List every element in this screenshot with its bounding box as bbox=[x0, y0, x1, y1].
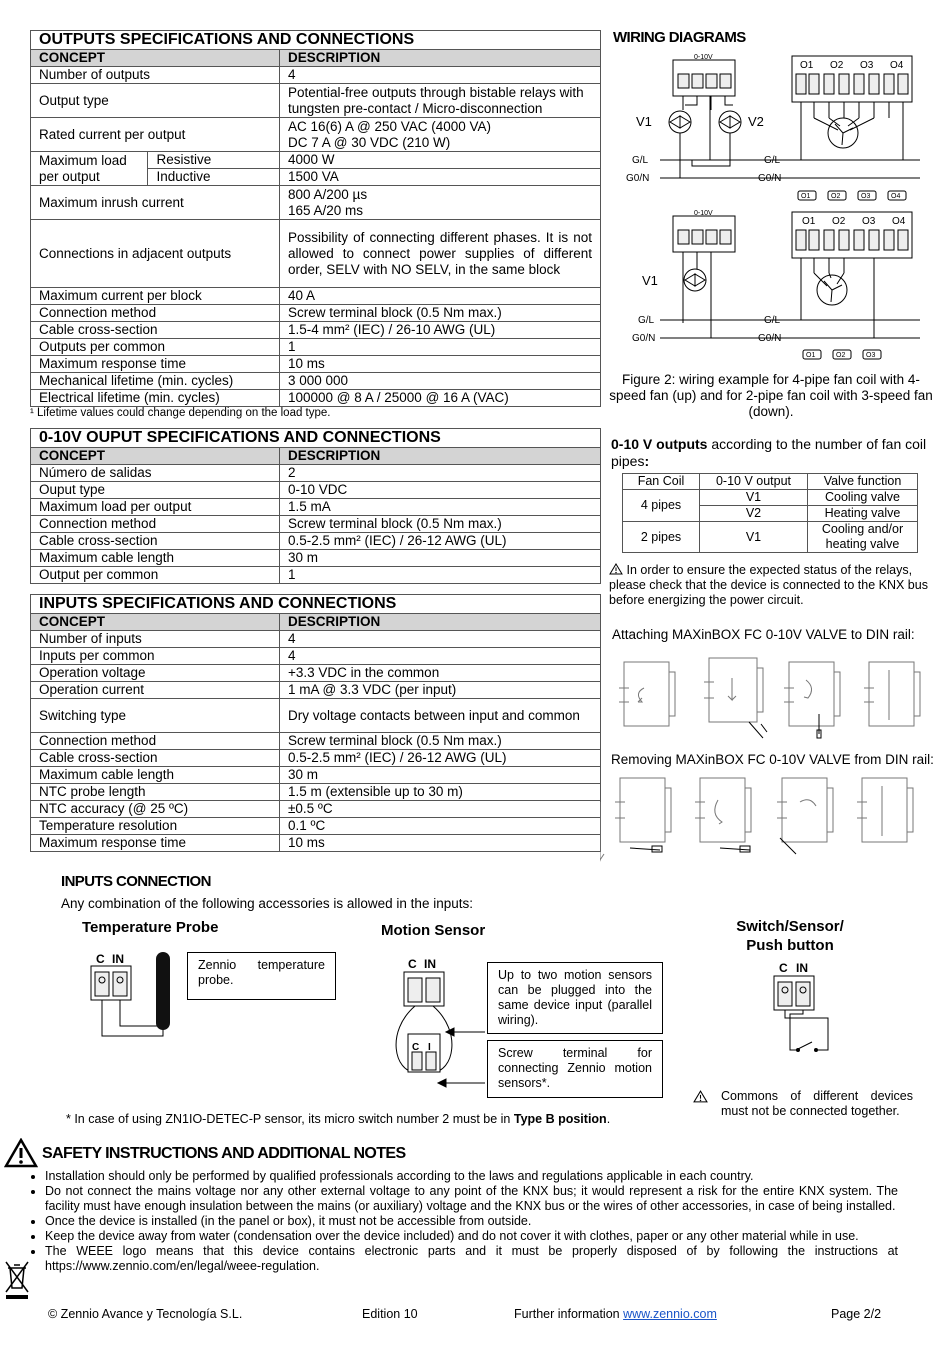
label-g0n: G0/N bbox=[626, 173, 650, 184]
svg-text:O1: O1 bbox=[802, 216, 816, 227]
remove-din-rail-illustration bbox=[600, 772, 938, 864]
safety-title: SAFETY INSTRUCTIONS AND ADDITIONAL NOTES bbox=[42, 1145, 406, 1162]
svg-text:C: C bbox=[408, 957, 417, 971]
svg-text:O3: O3 bbox=[861, 193, 871, 200]
spec-label: Inputs per common bbox=[31, 648, 280, 665]
col-description: DESCRIPTION bbox=[280, 614, 601, 631]
col-concept: CONCEPT bbox=[31, 448, 280, 465]
valve-cell: Cooling and/or heating valve bbox=[808, 522, 918, 553]
svg-text:O2: O2 bbox=[831, 193, 841, 200]
spec-label: Maximum load per output bbox=[31, 499, 280, 516]
label-v2: V2 bbox=[748, 114, 764, 129]
inputs-connection-intro: Any combination of the following accessories is allowed in the inputs: bbox=[61, 896, 473, 911]
remove-title: Removing MAXinBOX FC 0-10V VALVE from DIN rail: bbox=[611, 752, 934, 767]
label-gl: G/L bbox=[764, 155, 781, 166]
warning-icon bbox=[4, 1138, 38, 1168]
svg-text:O2: O2 bbox=[832, 216, 846, 227]
col-concept: CONCEPT bbox=[31, 50, 280, 67]
spec-value: 1.5 m (extensible up to 30 m) bbox=[280, 784, 601, 801]
spec-label: Number of inputs bbox=[31, 631, 280, 648]
safety-item: • The WEEE logo means that this device contains electronic parts and it must be properly disposed of by following the instructions at https://www.zennio.com/en/legal/weee-regulation. bbox=[45, 1244, 898, 1274]
spec-label: Maximum load per output bbox=[31, 152, 148, 186]
switch-title: Switch/Sensor/ Push button bbox=[736, 918, 844, 954]
commons-note: Commons of different devices must not be connected together. bbox=[693, 1089, 913, 1119]
spec-label: Maximum inrush current bbox=[31, 186, 280, 220]
spec-label: Operation current bbox=[31, 682, 280, 699]
spec-value: 100000 @ 8 A / 25000 @ 16 A (VAC) bbox=[280, 390, 601, 407]
spec-value: 3 000 000 bbox=[280, 373, 601, 390]
spec-sublabel: Inductive bbox=[148, 169, 280, 186]
svg-text:I: I bbox=[428, 1042, 431, 1053]
svg-text:O3: O3 bbox=[866, 352, 876, 359]
spec-label: Output per common bbox=[31, 567, 280, 584]
switch-diagram bbox=[770, 958, 840, 1058]
analog-title: 0-10V OUPUT SPECIFICATIONS AND CONNECTIONS bbox=[31, 429, 601, 448]
spec-label: NTC probe length bbox=[31, 784, 280, 801]
spec-label: Switching type bbox=[31, 699, 280, 733]
temperature-probe-diagram bbox=[88, 946, 188, 1046]
outputs-title: OUTPUTS SPECIFICATIONS AND CONNECTIONS bbox=[31, 31, 601, 50]
spec-value: 4000 W bbox=[280, 152, 601, 169]
label-v1: V1 bbox=[636, 114, 652, 129]
spec-label: Maximum cable length bbox=[31, 550, 280, 567]
spec-value: AC 16(6) A @ 250 VAC (4000 VA) DC 7 A @ 30 VDC (210 W) bbox=[280, 118, 601, 152]
footer-edition: Edition 10 bbox=[362, 1307, 418, 1321]
valve-cell: V1 bbox=[700, 522, 808, 553]
outputs-spec-table bbox=[30, 30, 601, 419]
spec-value: +3.3 VDC in the common bbox=[280, 665, 601, 682]
label-o3: O3 bbox=[860, 60, 874, 71]
spec-value: Potential-free outputs through bistable relays with tungsten pre-contact / Micro-disconnection bbox=[280, 84, 601, 118]
spec-value: 0.1 ºC bbox=[280, 818, 601, 835]
label-o1: O1 bbox=[800, 60, 814, 71]
warning-icon bbox=[609, 563, 623, 575]
spec-value: 1 bbox=[280, 567, 601, 584]
valve-header: 0-10 V output bbox=[700, 474, 808, 490]
spec-value: 800 A/200 µs 165 A/20 ms bbox=[280, 186, 601, 220]
spec-value: Screw terminal block (0.5 Nm max.) bbox=[280, 516, 601, 533]
valve-cell: 2 pipes bbox=[623, 522, 700, 553]
spec-value: 4 bbox=[280, 648, 601, 665]
label-o2: O2 bbox=[830, 60, 844, 71]
svg-text:IN: IN bbox=[424, 957, 436, 971]
spec-value: 0.5-2.5 mm² (IEC) / 26-12 AWG (UL) bbox=[280, 533, 601, 550]
spec-value: Dry voltage contacts between input and common bbox=[280, 699, 601, 733]
lifetime-footnote: ¹ Lifetime values could change depending on the load type. bbox=[30, 407, 331, 419]
svg-text:O1: O1 bbox=[801, 193, 811, 200]
motion-sensor-note-parallel: Up to two motion sensors can be plugged into the same device input (parallel wiring). bbox=[487, 962, 663, 1034]
safety-item: • Once the device is installed (in the panel or box), it must not be accessible from outside. bbox=[45, 1214, 898, 1229]
footer-page: Page 2/2 bbox=[831, 1307, 882, 1321]
spec-label: NTC accuracy (@ 25 ºC) bbox=[31, 801, 280, 818]
temperature-probe-title: Temperature Probe bbox=[82, 919, 219, 936]
attach-title: Attaching MAXinBOX FC 0-10V VALVE to DIN rail: bbox=[612, 627, 915, 642]
col-description: DESCRIPTION bbox=[280, 448, 601, 465]
safety-list bbox=[30, 1169, 898, 1274]
spec-label: Number of outputs bbox=[31, 67, 280, 84]
spec-value: 40 A bbox=[280, 288, 601, 305]
spec-label: Maximum cable length bbox=[31, 767, 280, 784]
label-gl: G/L bbox=[632, 155, 649, 166]
valve-header: Fan Coil bbox=[623, 474, 700, 490]
safety-item: • Keep the device away from water (condensation over the device included) and do not cover it with clothes, paper or any other material while in use. bbox=[45, 1229, 898, 1244]
spec-value: 1500 VA bbox=[280, 169, 601, 186]
inputs-title: INPUTS SPECIFICATIONS AND CONNECTIONS bbox=[31, 595, 601, 614]
valve-table bbox=[622, 473, 918, 553]
spec-label: Connection method bbox=[31, 733, 280, 750]
spec-value: ±0.5 ºC bbox=[280, 801, 601, 818]
svg-text:V1: V1 bbox=[642, 273, 658, 288]
spec-value: 10 ms bbox=[280, 835, 601, 852]
inputs-spec-table bbox=[30, 594, 601, 852]
spec-value: 2 bbox=[280, 465, 601, 482]
spec-sublabel: Resistive bbox=[148, 152, 280, 169]
spec-value: 4 bbox=[280, 631, 601, 648]
spec-label: Rated current per output bbox=[31, 118, 280, 152]
valve-cell: V2 bbox=[700, 506, 808, 522]
spec-label: Outputs per common bbox=[31, 339, 280, 356]
spec-label: Electrical lifetime (min. cycles) bbox=[31, 390, 280, 407]
col-description: DESCRIPTION bbox=[280, 50, 601, 67]
spec-value: Possibility of connecting different phases. It is not allowed to connect power supplies of different order, SELV with NO SELV, in the same block bbox=[280, 220, 601, 288]
motion-arrows bbox=[430, 1020, 490, 1090]
label-g0n: G0/N bbox=[758, 173, 782, 184]
spec-label: Cable cross-section bbox=[31, 322, 280, 339]
wiring-caption: Figure 2: wiring example for 4-pipe fan coil with 4-speed fan (up) and for 2-pipe fan coil with 3-speed fan (down). bbox=[609, 372, 933, 419]
svg-text:O3: O3 bbox=[862, 216, 876, 227]
svg-text:C: C bbox=[412, 1042, 420, 1053]
svg-text:C: C bbox=[96, 952, 105, 966]
valve-header: Valve function bbox=[808, 474, 918, 490]
spec-label: Número de salidas bbox=[31, 465, 280, 482]
footer-link[interactable]: www.zennio.com bbox=[623, 1307, 717, 1321]
svg-text:IN: IN bbox=[112, 952, 124, 966]
svg-text:O2: O2 bbox=[836, 352, 846, 359]
spec-label: Ouput type bbox=[31, 482, 280, 499]
attach-din-rail-illustration bbox=[614, 650, 939, 740]
temperature-probe-note: Zennio temperature probe. bbox=[187, 952, 336, 1000]
weee-bin-icon bbox=[4, 1260, 30, 1300]
svg-text:G0/N: G0/N bbox=[758, 333, 782, 344]
footer-copyright: © Zennio Avance y Tecnología S.L. bbox=[48, 1307, 243, 1321]
spec-label: Connection method bbox=[31, 305, 280, 322]
valve-cell: Cooling valve bbox=[808, 490, 918, 506]
wiring-title: WIRING DIAGRAMS bbox=[613, 29, 746, 46]
spec-value: 1 bbox=[280, 339, 601, 356]
svg-text:O1: O1 bbox=[806, 352, 816, 359]
spec-value: 1 mA @ 3.3 VDC (per input) bbox=[280, 682, 601, 699]
motion-sensor-note-terminal: Screw terminal for connecting Zennio motion sensors*. bbox=[487, 1040, 663, 1098]
spec-value: 30 m bbox=[280, 767, 601, 784]
spec-value: 30 m bbox=[280, 550, 601, 567]
svg-text:O4: O4 bbox=[891, 193, 901, 200]
spec-label: Cable cross-section bbox=[31, 750, 280, 767]
svg-text:0-10V: 0-10V bbox=[694, 210, 713, 217]
motion-sensor-title: Motion Sensor bbox=[381, 922, 486, 939]
spec-value: 1.5 mA bbox=[280, 499, 601, 516]
spec-value: 1.5-4 mm² (IEC) / 26-10 AWG (UL) bbox=[280, 322, 601, 339]
safety-item: • Installation should only be performed by qualified professionals according to the laws and regulations applicable in each country. bbox=[45, 1169, 898, 1184]
spec-label: Mechanical lifetime (min. cycles) bbox=[31, 373, 280, 390]
col-concept: CONCEPT bbox=[31, 614, 280, 631]
spec-value: 0-10 VDC bbox=[280, 482, 601, 499]
spec-label: Cable cross-section bbox=[31, 533, 280, 550]
spec-label: Temperature resolution bbox=[31, 818, 280, 835]
safety-item: • Do not connect the mains voltage nor any other external voltage to any point of the KNX bus; it would represent a risk for the entire KNX system. The facility must have enough insulation between the mains (or auxiliary) voltage and the KNX bus or the wires of other accessories, in case of being installed. bbox=[45, 1184, 898, 1214]
warning-icon bbox=[693, 1090, 708, 1103]
switch-icon bbox=[785, 1010, 828, 1050]
inputs-connection-title: INPUTS CONNECTION bbox=[61, 873, 211, 890]
spec-label: Connection method bbox=[31, 516, 280, 533]
spec-label: Maximum response time bbox=[31, 356, 280, 373]
spec-value: Screw terminal block (0.5 Nm max.) bbox=[280, 733, 601, 750]
footer-further-info: Further information www.zennio.com bbox=[514, 1307, 717, 1321]
valve-intro: 0-10 V outputs according to the number of fan coil pipes: bbox=[611, 436, 927, 469]
analog-spec-table bbox=[30, 428, 601, 584]
valve-cell: 4 pipes bbox=[623, 490, 700, 522]
wiring-diagram bbox=[610, 48, 940, 368]
spec-value: Screw terminal block (0.5 Nm max.) bbox=[280, 305, 601, 322]
svg-text:G0/N: G0/N bbox=[632, 333, 656, 344]
label-o4: O4 bbox=[890, 60, 904, 71]
svg-text:G/L: G/L bbox=[638, 315, 655, 326]
spec-label: Operation voltage bbox=[31, 665, 280, 682]
spec-label: Maximum current per block bbox=[31, 288, 280, 305]
valve-cell: Heating valve bbox=[808, 506, 918, 522]
spec-label: Connections in adjacent outputs bbox=[31, 220, 280, 288]
valve-cell: V1 bbox=[700, 490, 808, 506]
spec-label: Output type bbox=[31, 84, 280, 118]
page-footer bbox=[0, 1307, 950, 1327]
spec-label: Maximum response time bbox=[31, 835, 280, 852]
svg-text:C: C bbox=[779, 961, 788, 975]
label-0-10v: 0-10V bbox=[694, 54, 713, 61]
relay-warning: In order to ensure the expected status of the relays, please check that the device is connected to the KNX bus before energizing the power circuit. bbox=[609, 563, 928, 607]
svg-text:IN: IN bbox=[796, 961, 808, 975]
spec-value: 10 ms bbox=[280, 356, 601, 373]
motion-footnote: * In case of using ZN1IO-DETEC-P sensor, its micro switch number 2 must be in Type B position. bbox=[66, 1112, 611, 1126]
probe-icon bbox=[156, 952, 170, 1030]
svg-text:G/L: G/L bbox=[764, 315, 781, 326]
spec-value: 4 bbox=[280, 67, 601, 84]
svg-text:O4: O4 bbox=[892, 216, 906, 227]
spec-value: 0.5-2.5 mm² (IEC) / 26-12 AWG (UL) bbox=[280, 750, 601, 767]
